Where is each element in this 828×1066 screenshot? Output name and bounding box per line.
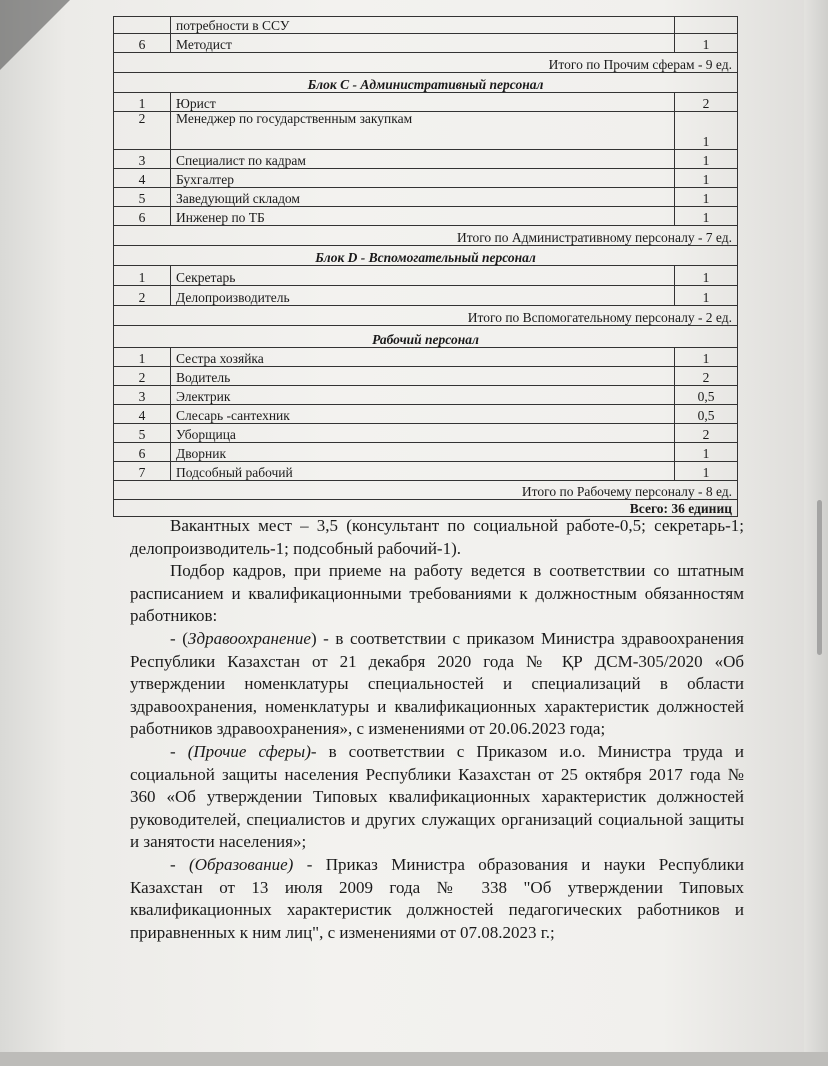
staff-table: [113, 16, 738, 517]
paragraph-vacancies: Вакантных мест – 3,5 (консультант по социальной работе-0,5; секретарь-1; делопроизводитель-1; подсобный рабочий-1).: [130, 516, 744, 558]
block-c-title: Блок С - Административный персонал: [114, 73, 738, 93]
table-row: [114, 386, 738, 405]
table-row: [114, 266, 738, 286]
table-row: [114, 286, 738, 306]
subtotal-other: Итого по Прочим сферам - 9 ед.: [114, 53, 738, 73]
row-num: 5: [114, 424, 171, 443]
row-num: 1: [114, 93, 171, 112]
p5-italic: (Образование): [189, 854, 294, 874]
p4-lead: -: [170, 741, 188, 761]
row-name: Секретарь: [171, 266, 675, 286]
subtotal-row: [114, 53, 738, 73]
page-bottom-edge: [0, 1052, 828, 1066]
table-row: [114, 405, 738, 424]
table-row: [114, 34, 738, 53]
subtotal-work: Итого по Рабочему персоналу - 8 ед.: [114, 481, 738, 500]
row-value: 1: [675, 443, 738, 462]
row-value: 1: [675, 188, 738, 207]
block-work-title: Рабочий персонал: [114, 326, 738, 348]
page-fold-shadow: [0, 0, 70, 70]
row-value: [675, 17, 738, 34]
body-text: [130, 515, 744, 944]
row-value: 1: [675, 266, 738, 286]
paragraph-other-spheres: [130, 741, 744, 854]
row-name: Дворник: [171, 443, 675, 462]
p3-italic: Здравоохранение: [187, 628, 311, 648]
row-name: Инженер по ТБ: [171, 207, 675, 226]
subtotal-aux: Итого по Вспомогательному персоналу - 2 ед.: [114, 306, 738, 326]
scrollbar-thumb[interactable]: [817, 500, 822, 655]
grand-total-row: [114, 500, 738, 517]
row-value: 1: [675, 207, 738, 226]
subtotal-row: [114, 226, 738, 246]
table-row: [114, 112, 738, 150]
paragraph-education: [130, 854, 744, 944]
row-num: 1: [114, 348, 171, 367]
table-row: [114, 462, 738, 481]
row-value: 2: [675, 93, 738, 112]
p5-lead: -: [170, 854, 190, 874]
row-num: 2: [114, 367, 171, 386]
table-row: [114, 17, 738, 34]
row-value: 1: [675, 34, 738, 53]
row-num: 4: [114, 169, 171, 188]
block-header-row: [114, 326, 738, 348]
block-d-title: Блок D - Вспомогательный персонал: [114, 246, 738, 266]
row-name: Юрист: [171, 93, 675, 112]
table-row: [114, 367, 738, 386]
subtotal-row: [114, 481, 738, 500]
row-name: Уборщица: [171, 424, 675, 443]
row-name: Делопроизводитель: [171, 286, 675, 306]
p3-lead: - (: [170, 628, 188, 648]
p3-rest: ) - в соответствии с приказом Министра здравоохранения Республики Казахстан от 21 декабря 2020 года № ҚР ДСМ-305/2020 «Об утверждении номенклатуры специальностей и специализаций в области здравоохранения, номенклатуры и квалификационных характеристик должностей работников здравоохранения», с изменениями от 20.06.2023 года;: [130, 628, 744, 739]
grand-total: Всего: 36 единиц: [114, 500, 738, 517]
table-row: [114, 443, 738, 462]
block-header-row: [114, 246, 738, 266]
row-value: 0,5: [675, 405, 738, 424]
row-name: Бухгалтер: [171, 169, 675, 188]
row-value: 1: [675, 286, 738, 306]
row-name: Сестра хозяйка: [171, 348, 675, 367]
row-num: [114, 17, 171, 34]
row-name: Заведующий складом: [171, 188, 675, 207]
row-name: Водитель: [171, 367, 675, 386]
row-num: 4: [114, 405, 171, 424]
row-name: Подсобный рабочий: [171, 462, 675, 481]
row-num: 2: [114, 286, 171, 306]
row-num: 1: [114, 266, 171, 286]
row-name: потребности в ССУ: [171, 17, 675, 34]
row-name: Электрик: [171, 386, 675, 405]
page-edge: [804, 0, 828, 1066]
table-row: [114, 93, 738, 112]
row-value: 2: [675, 424, 738, 443]
row-num: 6: [114, 443, 171, 462]
row-value: 1: [675, 169, 738, 188]
row-name: Слесарь -сантехник: [171, 405, 675, 424]
paragraph-recruitment: Подбор кадров, при приеме на работу ведется в соответствии со штатным расписанием и квалификационными требованиями к должностным обязанностям работников:: [130, 561, 744, 626]
row-name: Специалист по кадрам: [171, 150, 675, 169]
p4-rest: - в соответствии с Приказом и.о. Министра труда и социальной защиты населения Республики Казахстан от 25 октября 2017 года № 360 «Об утверждении Типовых квалификационных характеристик должностей руководителей, специалистов и других служащих организаций социальной защиты и занятости населения»;: [130, 741, 744, 852]
row-value: 1: [675, 462, 738, 481]
table-row: [114, 207, 738, 226]
row-value: 1: [675, 348, 738, 367]
row-value: 1: [675, 150, 738, 169]
row-value: 0,5: [675, 386, 738, 405]
block-header-row: [114, 73, 738, 93]
row-num: 7: [114, 462, 171, 481]
subtotal-admin: Итого по Административному персоналу - 7 ед.: [114, 226, 738, 246]
row-num: 5: [114, 188, 171, 207]
row-num: 2: [114, 112, 171, 150]
subtotal-row: [114, 306, 738, 326]
table-row: [114, 348, 738, 367]
p5-rest: - Приказ Министра образования и науки Республики Казахстан от 13 июля 2009 года № 338 "Об утверждении Типовых квалификационных характеристик должностей педагогических работников и приравненных к ним лиц", с изменениями от 07.08.2023 г.;: [130, 854, 744, 942]
table-row: [114, 150, 738, 169]
row-num: 6: [114, 34, 171, 53]
row-num: 3: [114, 150, 171, 169]
row-name: Менеджер по государственным закупкам: [171, 112, 675, 150]
row-value: 2: [675, 367, 738, 386]
table-row: [114, 424, 738, 443]
table-row: [114, 169, 738, 188]
table-row: [114, 188, 738, 207]
row-num: 6: [114, 207, 171, 226]
paragraph-healthcare: [130, 628, 744, 741]
p4-italic: (Прочие сферы): [187, 741, 311, 761]
row-num: 3: [114, 386, 171, 405]
row-name: Методист: [171, 34, 675, 53]
row-value: 1: [675, 112, 738, 150]
